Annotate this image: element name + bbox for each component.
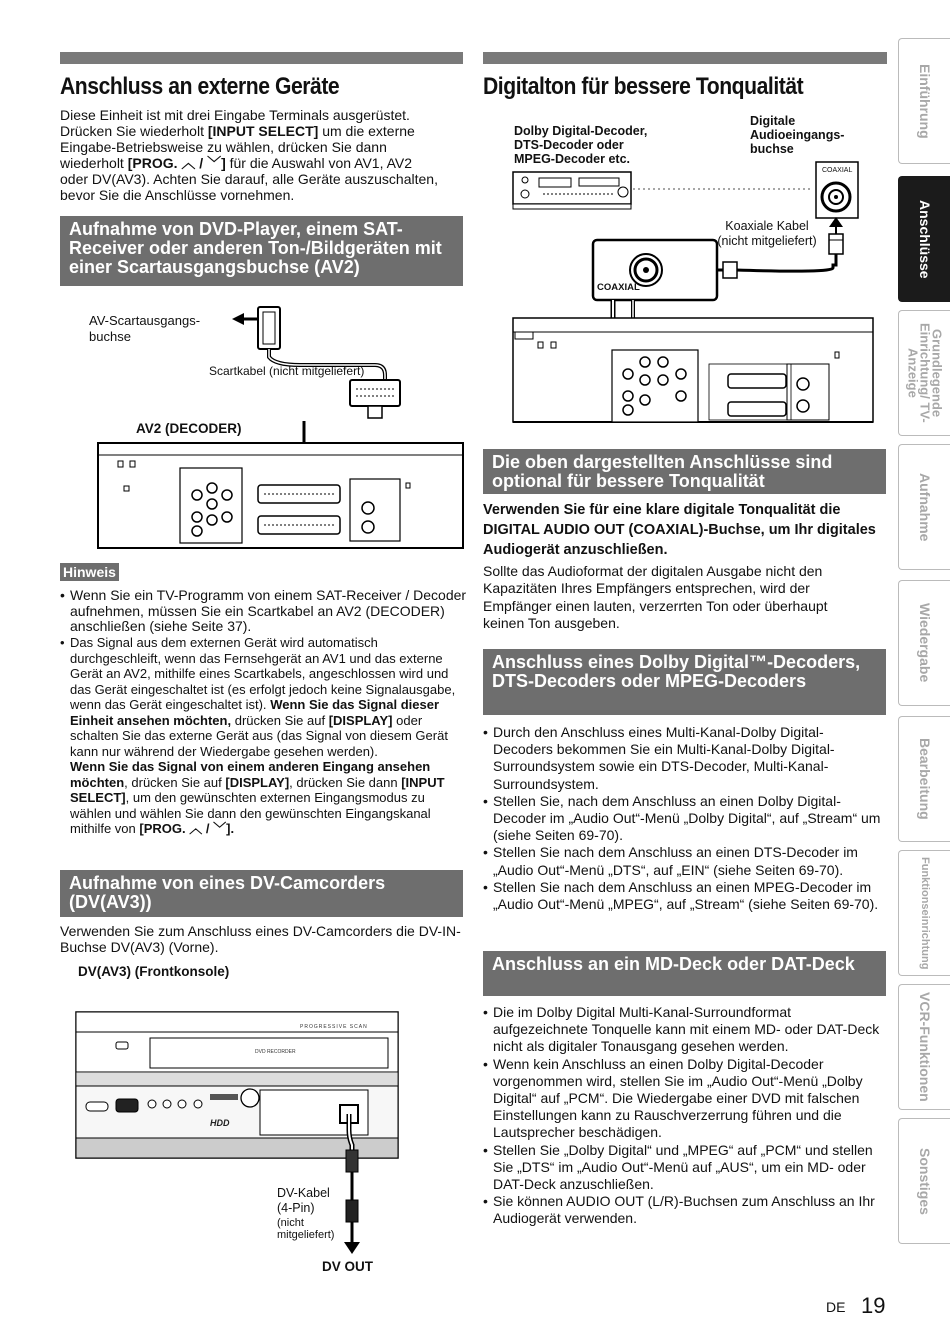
down-arrow-icon xyxy=(344,1242,360,1254)
side-tab-funktionseinrichtung[interactable]: Funktionseinrichtung xyxy=(898,850,950,976)
list-item: • Sie können AUDIO OUT (L/R)-Buchsen zum Anschluss an Ihr Audiogerät verwenden. xyxy=(483,1193,883,1227)
list-item: • Wenn kein Anschluss an einen Dolby Digital-Decoder vorgenommen wird, stellen Sie im „Audio Out“-Menü „Dolby Digital“ auf „PCM“. Die Wiedergabe einer DVD mit falschen Einstellungen kann zu Rauschverzerrung führen und die Lautsprecher beschädigen. xyxy=(483,1056,883,1142)
section-decoder-heading: Anschluss eines Dolby Digital™-Decoders, DTS-Decoders oder MPEG-Decoders xyxy=(483,649,886,715)
up-arrow-icon: ︿ xyxy=(189,821,203,837)
side-tab-einfuehrung[interactable]: Einführung xyxy=(898,38,950,164)
list-item: • Stellen Sie „Dolby Digital“ und „MPEG“ auf „PCM“ und stellen Sie „DTS“ im „Audio Out“-Menü auf „AUS“, um ein MD- oder DAT-Deck anzuschließen. xyxy=(483,1142,883,1194)
progressive-scan-text: PROGRESSIVE SCAN xyxy=(300,1024,368,1030)
hinweis-label: Hinweis xyxy=(60,563,119,581)
down-arrow-icon: ﹀ xyxy=(213,821,227,837)
right-title: Digitalton für bessere Tonqualität xyxy=(483,73,804,100)
list-item: • Stellen Sie nach dem Anschluss an einen MPEG-Decoder im „Audio Out“-Menü „MPEG“, auf „Stream“ (siehe Seiten 69-70). xyxy=(483,879,883,913)
intro-line: bevor Sie die Anschlüsse vornehmen. xyxy=(60,187,295,203)
coaxial-big-label: COAXIAL xyxy=(597,282,640,293)
left-top-bar xyxy=(60,52,463,64)
coaxial-diagram xyxy=(483,150,888,440)
md-deck-list xyxy=(483,1004,883,1228)
section-dv-heading: Aufnahme von eines DV-Camcorders (DV(AV3)) xyxy=(60,870,463,917)
av2-decoder-label: AV2 (DECODER) xyxy=(136,421,242,436)
digital-input-label: Digitale Audioeingangs- buchse xyxy=(750,114,845,156)
intro-line: oder DV(AV3). Achten Sie darauf, alle Geräte auszuschalten, xyxy=(60,171,438,187)
note-item: • Das Signal aus dem externen Gerät wird automatisch durchgeschleift, wenn das Fernsehgerät an AV1 und das externe Gerät an AV2, mithilfe eines Scartkabels, angeschlossen wird und das Gerät eingeschaltet ist (es erfolgt jedoch keine Signalausgabe, wenn das Gerät eingeschaltet ist). Wenn Sie das Signal dieser Einheit ansehen möchten, drücken Sie auf [DISPLAY] oder schalten Sie das externe Gerät aus (das Signal von diesem Gerät kann nur während der Wiedergabe gesehen werden). Wenn Sie das Signal von einem anderen Eingang ansehen möchten, drücken Sie auf [DISPLAY], drücken Sie dann [INPUT SELECT], um den gewünschten externen Eingangsmodus zu wählen und wählen Sie dann den gewünschten Eingangskanal mithilfe von [PROG. ︿ / ﹀]. xyxy=(60,635,468,837)
left-intro xyxy=(60,107,465,203)
scart-cable-label: Scartkabel (nicht mitgeliefert) xyxy=(209,364,365,378)
optional-text: Sollte das Audioformat der digitalen Ausgabe nicht den Kapazitäten Ihres Empfängers entsprechen, wird der Empfänger einen lauten, verzerrten Ton oder überhaupt keinen Ton ausgeben. xyxy=(483,563,828,631)
side-tab-bearbeitung[interactable]: Bearbeitung xyxy=(898,716,950,842)
intro-line: Diese Einheit ist mit drei Eingabe Terminals ausgerüstet. xyxy=(60,107,410,123)
coaxial-small-label: COAXIAL xyxy=(822,167,853,174)
hdd-logo-text: HDD xyxy=(210,1118,230,1128)
scart-socket-arrow xyxy=(232,313,244,325)
right-top-bar xyxy=(483,52,887,64)
list-item: • Stellen Sie, nach dem Anschluss an einen Dolby Digital-Decoder im „Audio Out“-Menü „Dolby Digital“, auf „Stream“ um (siehe Seiten 69-70). xyxy=(483,793,883,845)
intro-line: Drücken Sie wiederholt [INPUT SELECT] um die externe xyxy=(60,123,415,139)
side-tab-vcr-funktionen[interactable]: VCR-Funktionen xyxy=(898,984,950,1110)
front-panel-diagram xyxy=(60,1010,400,1255)
section-scart-heading: Aufnahme von DVD-Player, einem SAT-Receiver oder anderen Ton-/Bildgeräten mit einer Scartausgangsbuchse (AV2) xyxy=(60,216,463,286)
up-arrow-icon: ︿ xyxy=(181,155,196,171)
footer-page-number: 19 xyxy=(861,1293,886,1318)
coax-cable-label: Koaxiale Kabel (nicht mitgeliefert) xyxy=(717,219,817,248)
side-tab-grundlegende-einrichtung[interactable]: Grundlegende Einrichtung/ TV-Anzeige xyxy=(898,310,950,436)
side-tab-sonstiges[interactable]: Sonstiges xyxy=(898,1118,950,1244)
intro-line: Eingabe-Betriebsweise zu wählen, drücken Sie dann xyxy=(60,139,387,155)
audio-receiver xyxy=(513,172,631,204)
section-md-deck-heading: Anschluss an ein MD-Deck oder DAT-Deck xyxy=(483,951,886,996)
side-tab-wiedergabe[interactable]: Wiedergabe xyxy=(898,580,950,706)
side-tab-aufnahme[interactable]: Aufnahme xyxy=(898,444,950,570)
section-optional-heading: Die oben dargestellten Anschlüsse sind optional für bessere Tonqualität xyxy=(483,449,886,494)
list-item: • Durch den Anschluss eines Multi-Kanal-Dolby Digital-Decoders bekommen Sie ein Multi-Kanal-Dolby Digital-Surroundsystem sowie ein DTS-Decoder, Multi-Kanal-Surroundsystem. xyxy=(483,724,883,793)
scart-plug-bottom xyxy=(350,380,400,406)
note-item: • Wenn Sie ein TV-Programm von einem SAT-Receiver / Decoder aufnehmen, müssen Sie ein Scartkabel an AV2 (DECODER) anschließen (siehe Seite 37). xyxy=(60,588,468,635)
dv-text: Verwenden Sie zum Anschluss eines DV-Camcorders die DV-IN-Buchse DV(AV3) (Vorne). xyxy=(60,923,461,955)
footer-lang: DE xyxy=(826,1299,846,1315)
list-item: • Die im Dolby Digital Multi-Kanal-Surroundformat aufgezeichnete Tonquelle kann mit einem MD- oder DAT-Deck nicht als digitaler Tonausgang gesehen werden. xyxy=(483,1004,883,1056)
note-box xyxy=(60,564,468,837)
intro-line: wiederholt [PROG. ︿ / ﹀] für die Auswahl von AV1, AV2 xyxy=(60,155,413,171)
optional-bold-text: Verwenden Sie für eine klare digitale Tonqualität die DIGITAL AUDIO OUT (COAXIAL)-Buchse, um Ihr digitales Audiogerät anzuschließen. xyxy=(483,502,876,558)
dv-front-label: DV(AV3) (Frontkonsole) xyxy=(78,964,230,979)
decoder-label: Dolby Digital-Decoder, DTS-Decoder oder MPEG-Decoder etc. xyxy=(514,124,648,166)
scart-socket-label: AV-Scartausgangs- buchse xyxy=(89,313,201,344)
dv-not-supplied-label: (nicht mitgeliefert) xyxy=(277,1217,335,1241)
side-tab-anschluesse[interactable]: Anschlüsse xyxy=(898,176,950,302)
dv-cable-label: DV-Kabel (4-Pin) xyxy=(277,1186,330,1215)
decoder-list xyxy=(483,724,883,913)
down-arrow-icon: ﹀ xyxy=(207,155,222,171)
list-item: • Stellen Sie nach dem Anschluss an einen DTS-Decoder im „Audio Out“-Menü „DTS“, auf „EIN“ (siehe Seiten 69-70). xyxy=(483,844,883,878)
left-title: Anschluss an externe Geräte xyxy=(60,73,340,100)
dvd-recorder-text: DVD RECORDER xyxy=(255,1049,296,1055)
dv-out-label: DV OUT xyxy=(322,1259,374,1274)
